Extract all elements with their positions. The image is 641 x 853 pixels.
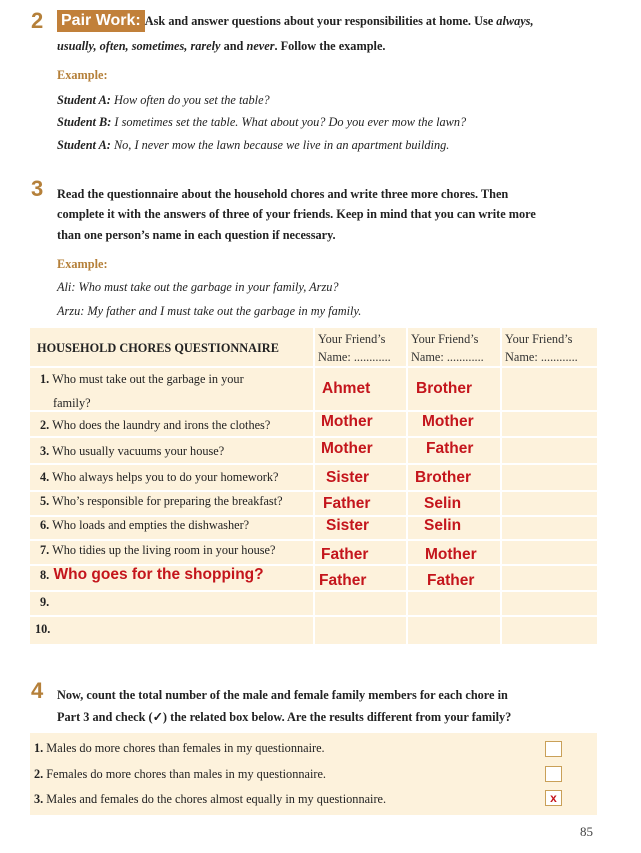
speaker: Student A: bbox=[57, 93, 111, 107]
question-1-cont: family? bbox=[53, 396, 91, 410]
section-3-line: complete it with the answers of three of your friends. Keep in mind that you can write more bbox=[57, 207, 536, 221]
section-3-line: than one person’s name in each question if necessary. bbox=[57, 228, 336, 242]
dialogue-line bbox=[57, 135, 449, 155]
statement-1: 1. Males do more chores than females in my questionnaire. bbox=[34, 741, 325, 755]
answer-6-friend-1: Sister bbox=[326, 517, 370, 534]
question-7: 7. Who tidies up the living room in your house? bbox=[40, 543, 276, 557]
dialogue-line bbox=[57, 112, 466, 132]
instr-freq: usually, often, sometimes, rarely bbox=[57, 39, 221, 53]
instr-and: and bbox=[220, 39, 247, 53]
page-number: 85 bbox=[580, 824, 593, 839]
section-2-number: 2 bbox=[31, 8, 44, 33]
instr-always: always, bbox=[496, 14, 534, 28]
answer-5-friend-2: Selin bbox=[424, 495, 462, 512]
question-6: 6. Who loads and empties the dishwasher? bbox=[40, 518, 250, 532]
questionnaire-table bbox=[30, 328, 597, 644]
question-10: 10. bbox=[35, 622, 51, 636]
question-4: 4. Who always helps you to do your homework? bbox=[40, 470, 279, 484]
table-title: HOUSEHOLD CHORES QUESTIONNAIRE bbox=[37, 341, 279, 355]
section-4-number: 4 bbox=[31, 678, 44, 703]
checkbox-2[interactable] bbox=[545, 766, 562, 782]
instr-text: Ask and answer questions about your responsibilities at home. Use bbox=[144, 14, 497, 28]
question-1: 1. Who must take out the garbage in your bbox=[40, 372, 244, 386]
section-3-number: 3 bbox=[31, 176, 44, 201]
statement-2: 2. Females do more chores than males in my questionnaire. bbox=[34, 767, 326, 781]
section-4-line: Part 3 and check (✓) the related box below. Are the results different from your family? bbox=[57, 710, 512, 724]
dialogue-text: How often do you set the table? bbox=[110, 93, 270, 107]
question-2: 2. Who does the laundry and irons the clothes? bbox=[40, 418, 271, 432]
col-header-friend-3: Your Friend’s Name: ............ bbox=[505, 332, 578, 364]
checkbox-1[interactable] bbox=[545, 741, 562, 757]
section-2-instructions-line2 bbox=[57, 36, 385, 56]
answer-8-friend-1: Father bbox=[319, 572, 367, 589]
example-line: Ali: Who must take out the garbage in your family, Arzu? bbox=[57, 280, 339, 294]
question-3: 3. Who usually vacuums your house? bbox=[40, 444, 225, 458]
speaker: Student A: bbox=[57, 138, 111, 152]
section-4-line: Now, count the total number of the male and female family members for each chore in bbox=[57, 688, 508, 702]
answer-7-friend-2: Mother bbox=[425, 546, 477, 563]
question-5: 5. Who’s responsible for preparing the breakfast? bbox=[40, 494, 283, 508]
instr-never: never bbox=[246, 39, 275, 53]
pair-work-badge: Pair Work: bbox=[57, 10, 145, 32]
question-9: 9. bbox=[40, 595, 50, 609]
col-header-friend-2: Your Friend’s Name: ............ bbox=[411, 332, 484, 364]
section-3-example-label: Example: bbox=[57, 257, 108, 271]
dialogue-line bbox=[57, 90, 270, 110]
col-header-friend-1: Your Friend’s Name: ............ bbox=[318, 332, 391, 364]
example-line: Arzu: My father and I must take out the garbage in my family. bbox=[57, 304, 362, 318]
answer-3-friend-2: Father bbox=[426, 440, 474, 457]
checkbox-3[interactable]: x bbox=[545, 790, 562, 806]
section-2-example-label: Example: bbox=[57, 68, 108, 82]
answer-7-friend-1: Father bbox=[321, 546, 369, 563]
answer-5-friend-1: Father bbox=[323, 495, 371, 512]
answer-4-friend-1: Sister bbox=[326, 469, 370, 486]
question-8-handwritten: Who goes for the shopping? bbox=[49, 566, 264, 583]
answer-8-friend-2: Father bbox=[427, 572, 475, 589]
dialogue-text: I sometimes set the table. What about you? Do you ever mow the lawn? bbox=[111, 115, 467, 129]
answer-1-friend-2: Brother bbox=[416, 380, 472, 397]
answer-6-friend-2: Selin bbox=[424, 517, 462, 534]
speaker: Student B: bbox=[57, 115, 112, 129]
question-8: 8. Who goes for the shopping? bbox=[40, 566, 264, 583]
answer-4-friend-2: Brother bbox=[415, 469, 471, 486]
section-3-line: Read the questionnaire about the household chores and write three more chores. Then bbox=[57, 187, 509, 201]
answer-3-friend-1: Mother bbox=[321, 440, 373, 457]
section-2-instructions bbox=[57, 10, 617, 32]
instr-end: . Follow the example. bbox=[274, 39, 386, 53]
answer-2-friend-2: Mother bbox=[422, 413, 474, 430]
statement-3: 3. Males and females do the chores almost equally in my questionnaire. bbox=[34, 792, 387, 806]
answer-1-friend-1: Ahmet bbox=[322, 380, 371, 397]
dialogue-text: No, I never mow the lawn because we live in an apartment building. bbox=[110, 138, 450, 152]
answer-2-friend-1: Mother bbox=[321, 413, 373, 430]
statements-box bbox=[30, 733, 597, 815]
